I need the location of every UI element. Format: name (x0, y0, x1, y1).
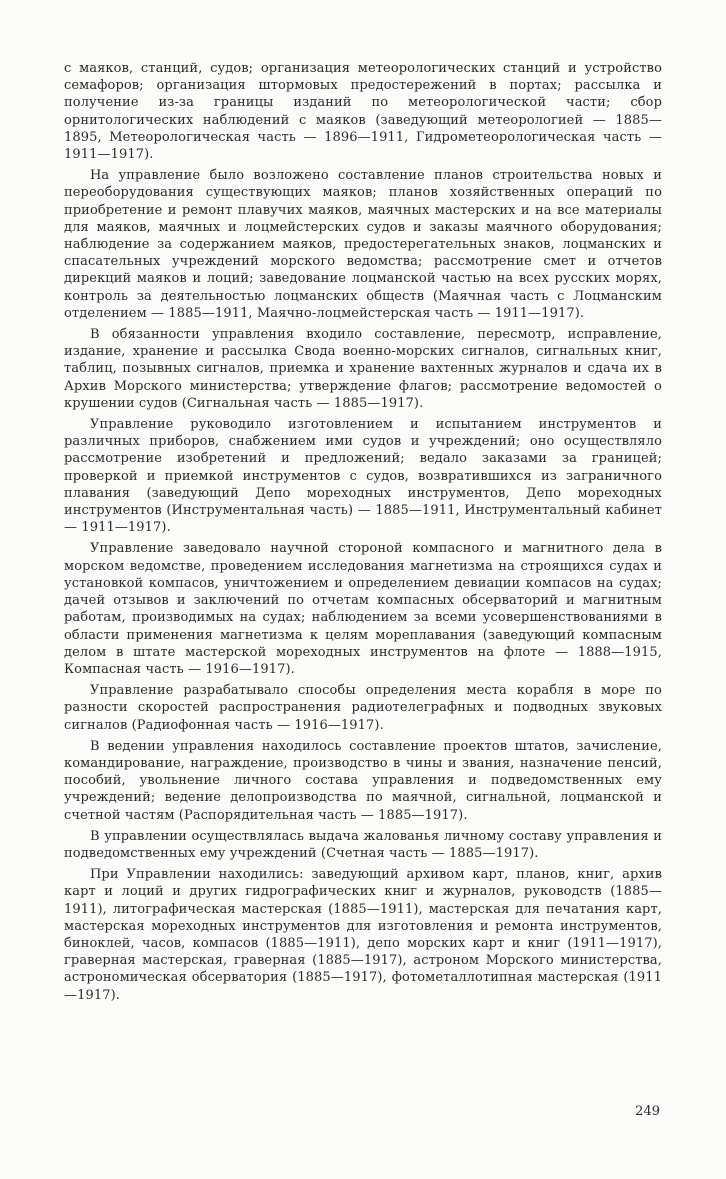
paragraph-3: В обязанности управления входило составление, пересмотр, исправление, издание, хранение и рассылка Свода военно-морских сигналов, сигнальных книг, таблиц, позывных сигналов, приемка и хранение вахтенных журналов и сдача их в Архив Морского министерства; утверждение флагов; рассмотрение ведомостей о крушении судов (Сигнальная часть — 1885—1917). (64, 327, 662, 411)
body-text (64, 60, 662, 1008)
paragraph-9: При Управлении находились: заведующий архивом карт, планов, книг, архив карт и лоций и других гидрографических книг и журналов, руководств (1885—1911), литографическая мастерская (1885—1911), мастерская для печатания карт, мастерская мореходных инструментов для изготовления и ремонта инструментов, биноклей, часов, компасов (1885—1911), депо морских карт и книг (1911—1917), граверная мастерская, граверная (1885—1917), астроном Морского министерства, астрономическая обсерватория (1885—1917), фотометаллотипная мастерская (1911—1917). (64, 867, 662, 1003)
page-number: 249 (635, 1104, 660, 1119)
paragraph-1: с маяков, станций, судов; организация метеорологических станций и устройство семафоров; организация штормовых предостережений в портах; рассылка и получение из-за границы изданий по метеорологической части; сбор орнитологических наблюдений с маяков (заведующий метеорологией — 1885—1895, Метеорологическая часть — 1896—1911, Гидрометеорологическая часть — 1911—1917). (64, 61, 662, 163)
paragraph-7: В ведении управления находилось составление проектов штатов, зачисление, командирование, награждение, производство в чины и звания, назначение пенсий, пособий, увольнение личного состава управления и подведомственных ему учреждений; ведение делопроизводства по маячной, сигнальной, лоцманской и счетной частям (Распорядительная часть — 1885—1917). (64, 738, 662, 823)
paragraph-2: На управление было возложено составление планов строительства новых и переоборудования существующих маяков; планов хозяйственных операций по приобретение и ремонт плавучих маяков, маячных мастерских и на все материалы для маяков, маячных и лоцмейстерских судов и заказы маячного оборудования; наблюдение за содержанием маяков, предостерегательных знаков, лоцманских и спасательных учреждений морского ведомства; рассмотрение смет и отчетов дирекций маяков и лоций; заведование лоцманской частью на всех русских морях, контроль за деятельностью лоцманских обществ (Маячная часть с Лоцманским отделением — 1885—1911, Маячно-лоцмейстерская часть — 1911—1917). (64, 168, 662, 321)
paragraph-8: В управлении осуществлялась выдача жалованья личному составу управления и подведомственных ему учреждений (Счетная часть — 1885—1917). (64, 828, 662, 861)
paragraph-5: Управление заведовало научной стороной компасного и магнитного дела в морском ведомстве, проведением исследования магнетизма на строящихся судах и установкой компасов, уничтожением и определением девиации компасов на судах; дачей отзывов и заключений по отчетам компасных обсерваторий и магнитным работам, производимых на судах; наблюдением за всеми усовершенствованиями в области применения магнетизма к целям мореплавания (заведующий компасным делом в штате мастерской мореходных инструментов на флоте — 1888—1915, Компасная часть — 1916—1917). (64, 541, 662, 677)
paragraph-4: Управление руководило изготовлением и испытанием инструментов и различных приборов, снабжением ими судов и учреждений; оно осуществляло рассмотрение изобретений и предложений; ведало заказами за границей; проверкой и приемкой инструментов с судов, возвратившихся из заграничного плавания (заведующий Депо мореходных инструментов, Депо мореходных инструментов (Инструментальная часть) — 1885—1911, Инструментальный кабинет — 1911—1917). (64, 417, 662, 536)
paragraph-6: Управление разрабатывало способы определения места корабля в море по разности скоростей распространения радиотелеграфных и подводных звуковых сигналов (Радиофонная часть — 1916—1917). (64, 683, 662, 733)
